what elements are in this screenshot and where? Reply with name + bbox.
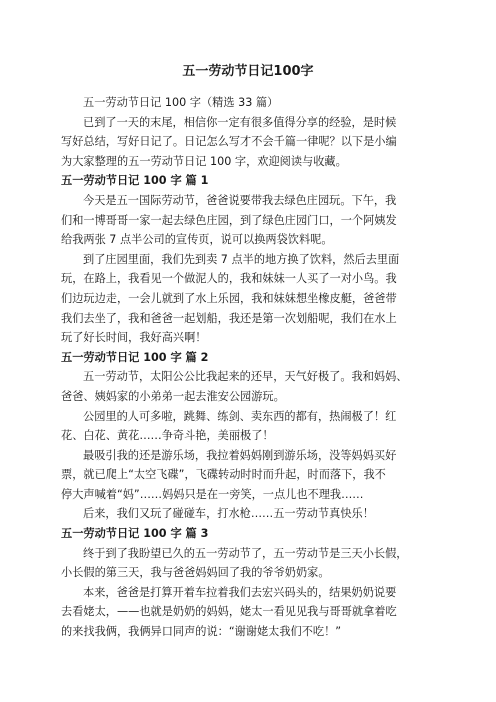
document-body (61, 93, 433, 642)
text-line: 已到了一天的末尾，相信你一定有很多值得分享的经验，是时候 (83, 115, 397, 129)
text-line: 玩，在路上，我看见一个做泥人的，我和妹妹一人买了一对小鸟。我 (61, 272, 397, 286)
text-line: 五一劳动节日记 100 字（精选 33 篇） (83, 96, 279, 109)
text-line: 停大声喊着“妈”……妈妈只是在一旁笑，一点儿也不理我…… (61, 487, 364, 501)
text-line: 本来，爸爸是打算开着车拉着我们去宏兴码头的，结果奶奶说要 (83, 585, 397, 599)
text-line: 五一劳动节，太阳公公比我起来的还早，天气好极了。我和妈妈、 (83, 370, 408, 384)
text-line: 花、白花、黄花……争奇斗艳，美丽极了！ (61, 429, 274, 443)
text-line: 小长假的第三天，我与爸爸妈妈回了我的爷爷奶奶家。 (61, 566, 330, 580)
section-heading: 五一劳动节日记 100 字 篇 2 (61, 350, 209, 364)
text-line: 我们去坐了，我和爸爸一起划船，我还是第一次划船呢，我们在水上 (61, 311, 397, 325)
text-line: 票，就已爬上“太空飞碟”，飞碟转动时时而升起，时而落下，我不 (61, 468, 386, 482)
text-line: 给我两张 7 点半公司的宣传页，说可以换两袋饮料呢。 (61, 233, 333, 247)
text-line: 为大家整理的五一劳动节日记 100 字，欢迎阅读与收藏。 (61, 154, 347, 168)
text-line: 今天是五一国际劳动节，爸爸说要带我去绿色庄园玩。下午，我 (83, 193, 397, 207)
text-line: 公园里的人可多啦，跳舞、练剑、卖东西的都有，热闹极了！红 (83, 409, 397, 423)
text-line: 到了庄园里面，我们先到卖 7 点半的地方换了饮料，然后去里面 (83, 252, 400, 266)
section-heading: 五一劳动节日记 100 字 篇 3 (61, 527, 209, 541)
text-line: 最吸引我的还是游乐场，我拉着妈妈刚到游乐场，没等妈妈买好 (83, 448, 397, 462)
text-line: 的来找我俩，我俩异口同声的说：“谢谢姥太我们不吃！” (61, 625, 342, 639)
text-line: 爸爸、姨妈家的小弟弟一起去淮安公园游玩。 (61, 389, 285, 403)
text-line: 写好总结，写好日记了。日记怎么写才不会千篇一律呢？以下是小编 (61, 135, 397, 149)
text-line: 终于到了我盼望已久的五一劳动节了，五一劳动节是三天小长假， (83, 546, 408, 560)
document-title: 五一劳动节日记100字 (182, 64, 314, 79)
text-line: 们和一博哥哥一家一起去绿色庄园，到了绿色庄园门口，一个阿姨发 (61, 213, 397, 227)
text-line: 们边玩边走，一会儿就到了水上乐园，我和妹妹想坐橡皮艇，爸爸带 (61, 291, 397, 305)
text-line: 去看姥太，——也就是奶奶的妈妈，姥太一看见见我与哥哥就拿着吃 (61, 605, 397, 619)
text-line: 后来，我们又玩了碰碰车，打水枪……五一劳动节真快乐！ (83, 507, 374, 521)
section-heading: 五一劳动节日记 100 字 篇 1 (61, 174, 209, 188)
text-line: 玩了好长时间，我好高兴啊！ (61, 331, 207, 345)
